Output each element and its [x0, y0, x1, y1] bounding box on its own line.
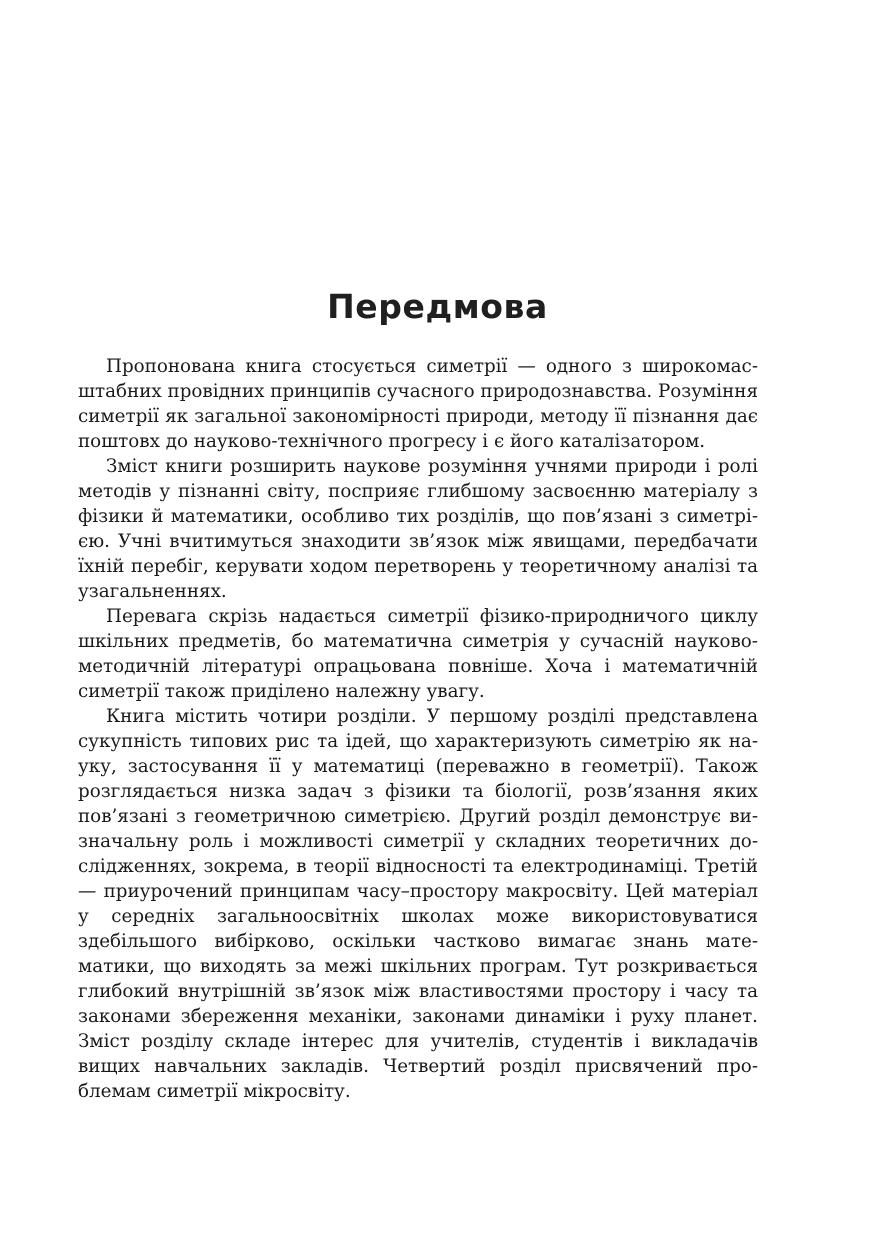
paragraph-4: Книга містить чотири розділи. У першому розділі представлена сукупність типових рис та ідей, що характеризують симетрію як науку, застосування її у математиці (переважно в геометрії). Також розглядається низка задач з фізики та біології, розв’язання яких пов’язані з геометричною симетрією. Другий розділ демонструє визначальну роль і можливості симетрії у складних теоретичних дослідженнях, зокрема, в теорії відносності та електродинаміці. Третій — приурочений принципам часу–простору макросвіту. Цей матеріал у середніх загальноосвітніх школах може використовуватися здебільшого вибірково, оскільки частково вимагає знань математики, що виходять за межі шкільних програм. Тут розкривається глибокий внутрішній зв’язок між властивостями простору і часу та законами збереження механіки, законами динаміки і руху планет. Зміст розділу складе інтерес для учителів, студентів і викладачів вищих навчальних закладів. Четвертий розділ присвячений проблемам симетрії мікросвіту.	[78, 706, 758, 1102]
page-title: Передмова	[327, 287, 548, 326]
paragraph-3: Перевага скрізь надається симетрії фізико-природничого циклу шкільних предметів, бо математична симетрія у сучасній науково-методичній літературі опрацьована повніше. Хоча і математичній симетрії також приділено належну увагу.	[78, 606, 758, 702]
preface-body	[78, 354, 758, 1104]
paragraph-1: Пропонована книга стосується симетрії — одного з широкомасштабних провідних принципів сучасного природознавства. Розуміння симетрії як загальної закономірності природи, методу її пізнання дає поштовх до науково-технічного прогресу і є його каталізатором.	[78, 356, 758, 452]
paragraph-2: Зміст книги розширить наукове розуміння учнями природи і ролі методів у пізнанні світу, посприяє глибшому засвоєнню матеріалу з фізики й математики, особливо тих розділів, що пов’язані з симетрією. Учні вчитимуться знаходити зв’язок між явищами, передбачати їхній перебіг, керувати ходом перетворень у теоретичному аналізі та узагальненнях.	[78, 456, 758, 602]
